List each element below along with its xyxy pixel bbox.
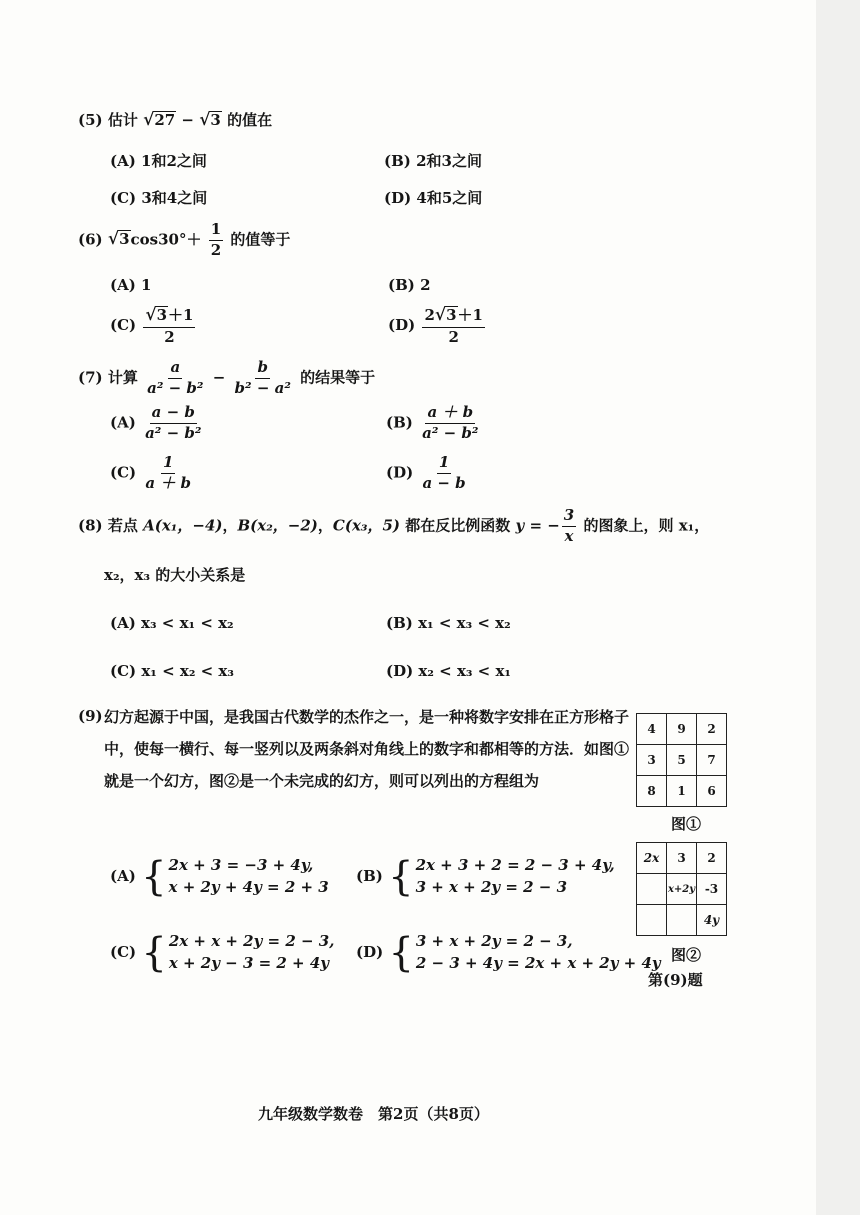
- fig1-cell: 5: [667, 745, 697, 776]
- q9-option-d: (D) { 3 + x + 2y = 2 − 3, 2 − 3 + 4y = 2x + x + 2y + 4y: [356, 929, 661, 976]
- page-edge: [816, 0, 860, 1215]
- q8-line2: x₂，x₃ 的大小关系是: [104, 566, 246, 584]
- q5-option-c: (C) 3和4之间: [110, 189, 208, 207]
- figure-caption: 第(9)题: [648, 971, 703, 989]
- figure-2-caption: 图②: [671, 946, 702, 964]
- q6-option-d: (D) $\frac{2√3+1}{2}$: [388, 305, 483, 346]
- fig1-cell: 8: [637, 776, 667, 807]
- q7-stem: (7) 计算 $\frac{a}{\text{a² − b²}}$ − $\frac{b}{\text{b² − a²}}$ 的结果等于: [78, 358, 376, 397]
- fig1-cell: 3: [637, 745, 667, 776]
- q5-option-d: (D) 4和5之间: [384, 189, 483, 207]
- q7-option-b: (B) $\frac{a + b}{\text{a² − b²}}$: [386, 403, 479, 442]
- fig1-cell: 9: [667, 714, 697, 745]
- fig1-cell: 1: [667, 776, 697, 807]
- fig2-cell: [637, 905, 667, 936]
- fig1-cell: 4: [637, 714, 667, 745]
- fig2-cell: 2x: [637, 843, 667, 874]
- magic-square-figure-1: [636, 713, 727, 807]
- fig2-cell: [637, 874, 667, 905]
- q9-option-b: (B) { 2x + 3 + 2 = 2 − 3 + 4y, 3 + x + 2y = 2 − 3: [356, 853, 615, 900]
- fig2-cell: 3: [667, 843, 697, 874]
- q5-stem: (5) 估计 √27 − √3 的值在: [78, 110, 273, 130]
- page-footer: 九年级数学数卷 第2页（共8页）: [258, 1105, 489, 1123]
- q8-option-d: (D) x₂ < x₃ < x₁: [386, 662, 511, 680]
- q5-option-b: (B) 2和3之间: [384, 152, 482, 170]
- q9-number: (9): [78, 707, 103, 725]
- q7-option-c: (C) $\frac{1}{a + b}$: [110, 453, 192, 492]
- fig2-cell: 2: [697, 843, 727, 874]
- q5-option-a: (A) 1和2之间: [110, 152, 207, 170]
- fig1-cell: 6: [697, 776, 727, 807]
- q6-option-b: (B) 2: [388, 276, 431, 294]
- q7-option-d: (D) $\frac{1}{a - b}$: [386, 453, 466, 492]
- q6-option-c: (C) $\frac{√3+1}{2}$: [110, 305, 194, 346]
- fig1-cell: 2: [697, 714, 727, 745]
- fig2-cell: [667, 905, 697, 936]
- figure-1-caption: 图①: [671, 815, 702, 833]
- fig2-cell: 4y: [697, 905, 727, 936]
- fig1-cell: 7: [697, 745, 727, 776]
- q8-option-c: (C) x₁ < x₂ < x₃: [110, 662, 234, 680]
- q9-option-a: (A) { 2x + 3 = −3 + 4y, x + 2y + 4y = 2 + 3: [110, 853, 329, 900]
- q8-option-a: (A) x₃ < x₁ < x₂: [110, 614, 234, 632]
- q7-option-a: (A) $\frac{a - b}{\text{a² − b²}}$: [110, 403, 202, 442]
- magic-square-figure-2: [636, 842, 727, 936]
- q8-stem: (8) 若点 A(x₁，−4)，B(x₂，−2)，C(x₃，5) 都在反比例函数 y = − $\frac{3}{x}$ 的图象上，则 x₁，: [78, 506, 710, 545]
- fig2-cell: x+2y: [667, 874, 697, 905]
- q8-option-b: (B) x₁ < x₃ < x₂: [386, 614, 511, 632]
- q9-text: 幻方起源于中国，是我国古代数学的杰作之一，是一种将数字安排在正方形格子中，使每一横行、每一竖列以及两条斜对角线上的数字和都相等的方法．如图①就是一个幻方，图②是一个未完成的幻方，则可以列出的方程组为: [104, 708, 630, 790]
- q9-option-c: (C) { 2x + x + 2y = 2 − 3, x + 2y − 3 = 2 + 4y: [110, 929, 335, 976]
- q6-stem: (6) √3cos30°＋ $\frac{1}{2}$ 的值等于: [78, 220, 291, 259]
- q6-option-a: (A) 1: [110, 276, 152, 294]
- fig2-cell: -3: [697, 874, 727, 905]
